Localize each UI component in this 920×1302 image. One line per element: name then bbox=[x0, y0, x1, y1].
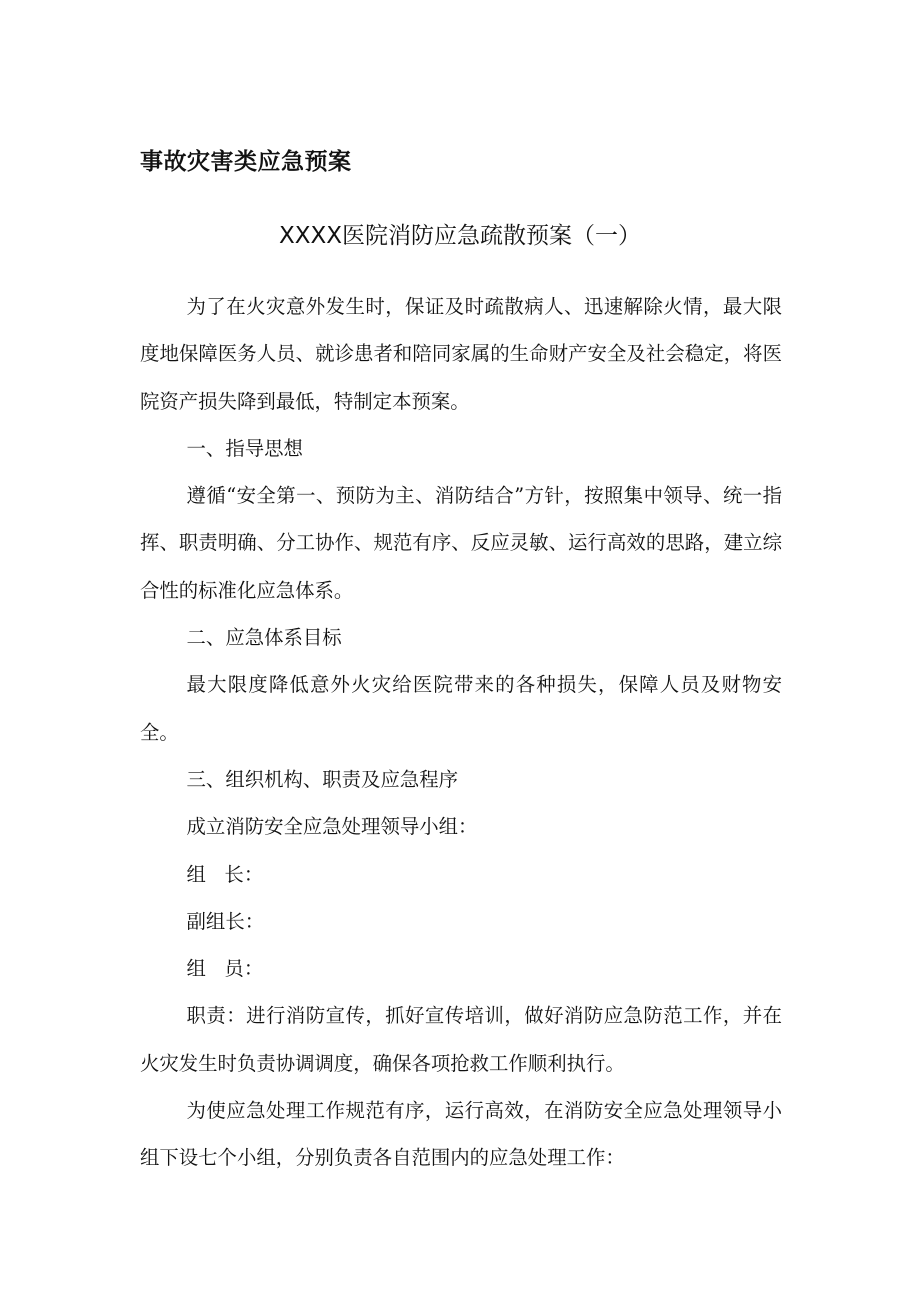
category-heading: 事故灾害类应急预案 bbox=[140, 149, 352, 175]
guiding-principle-paragraph: 遵循“安全第一、预防为主、消防结合”方针，按照集中领导、统一指挥、职责明确、分工协作、规范有序、反应灵敏、运行高效的思路，建立综合性的标准化应急体系。 bbox=[140, 484, 782, 602]
group-members-line: 组 员： bbox=[186, 957, 264, 981]
document-title: XXXX医院消防应急疏散预案（一） bbox=[278, 223, 642, 249]
document-body bbox=[140, 283, 782, 1182]
section-heading-system-goal: 二、应急体系目标 bbox=[186, 626, 342, 650]
group-leader-line: 组 长： bbox=[186, 862, 264, 886]
section-heading-organization: 三、组织机构、职责及应急程序 bbox=[186, 767, 459, 791]
system-goal-paragraph: 最大限度降低意外火灾给医院带来的各种损失，保障人员及财物安全。 bbox=[140, 673, 782, 744]
deputy-leader-line: 副组长： bbox=[186, 909, 265, 933]
section-heading-guiding-principle: 一、指导思想 bbox=[186, 436, 303, 460]
duties-paragraph: 职责：进行消防宣传，抓好宣传培训，做好消防应急防范工作，并在火灾发生时负责协调调度，确保各项抢救工作顺利执行。 bbox=[140, 1004, 782, 1075]
subgroups-paragraph: 为使应急处理工作规范有序，运行高效，在消防安全应急处理领导小组下设七个小组，分别负责各自范围内的应急处理工作： bbox=[140, 1099, 782, 1170]
leading-group-paragraph: 成立消防安全应急处理领导小组： bbox=[186, 815, 478, 839]
intro-paragraph: 为了在火灾意外发生时，保证及时疏散病人、迅速解除火情，最大限度地保障医务人员、就诊患者和陪同家属的生命财产安全及社会稳定，将医院资产损失降到最低，特制定本预案。 bbox=[140, 295, 782, 413]
